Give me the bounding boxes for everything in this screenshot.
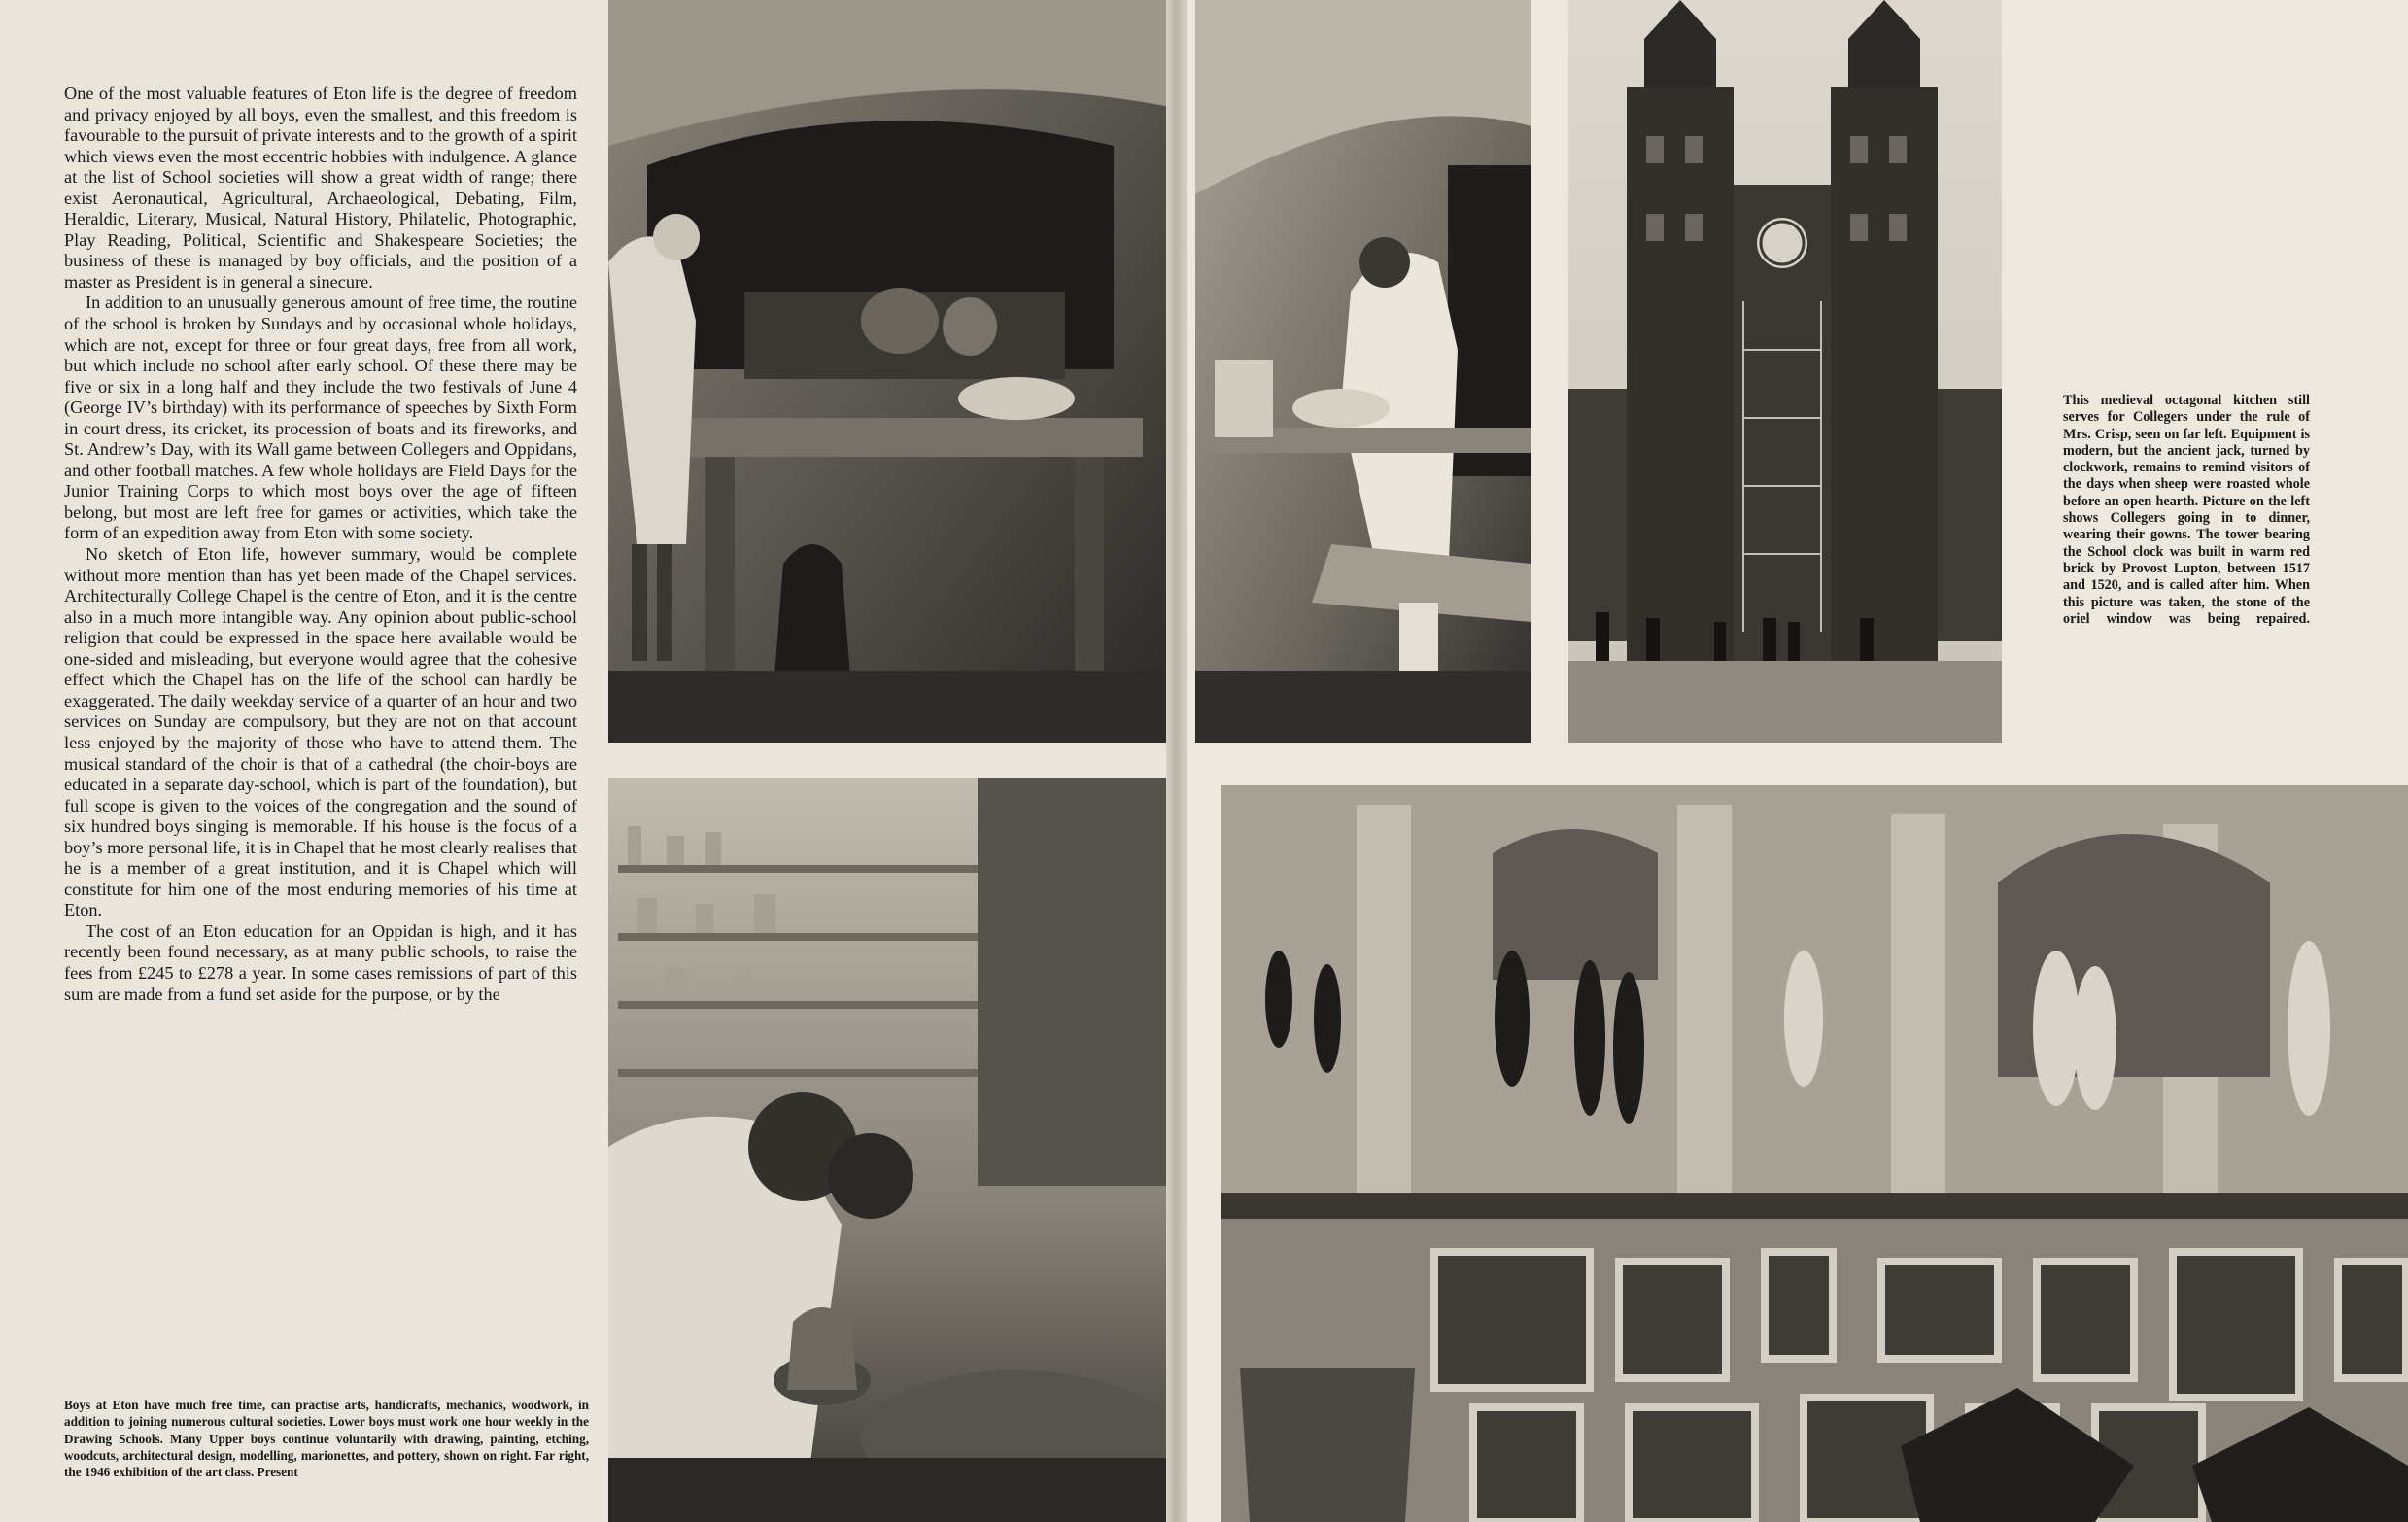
pottery-caption: Boys at Eton have much free time, can practise arts, handicrafts, mechanics, woodwork, in addition to joining numerous cultural societies. Lower boys must work one hour weekly in the Drawing Schools. Many Upper boys continue voluntarily with drawing, painting, etching, woodcuts, architectural design, modelling, marionettes, and pottery, shown on right. Far right, the 1946 exhibition of the art class. Present <box>64 1398 589 1480</box>
kitchen-photo-mrs-crisp <box>608 0 1170 743</box>
article-paragraph: The cost of an Eton education for an Oppidan is high, and it has recently been found necessary, as at many public schools, to raise the fees from £245 to £278 a year. In some cases remissions of part of this sum are made from a fund set aside for the purpose, or by the <box>64 920 577 1004</box>
article-paragraph: No sketch of Eton life, however summary, would be complete without more mention than has yet been made of the Chapel services. Architecturally College Chapel is the centre of Eton, and it is the centre also in a much more intangible way. Any opinion about public-school religion that could be expressed in the space here available would be one-sided and misleading, but everyone would agree that the cohesive effect which the Chapel has on the life of the school can hardly be exaggerated. The daily weekday service of a quarter of an hour and two services on Sunday are compulsory, but they are not on that account less enjoyed by the majority of those who have to attend them. The musical standard of the choir is that of a cathedral (the choir-boys are educated in a separate day-school, which is part of the foundation), but full scope is given to the voices of the congregation and the sound of six hundred boys singing is memorable. If his house is the focus of a boy’s more personal life, it is in Chapel that he most clearly realises that he is a member of a great institution, and it is Chapel which will constitute for him one of the most enduring memories of his time at Eton. <box>64 544 577 920</box>
article-body <box>64 84 577 1005</box>
kitchen-tower-caption: This medieval octagonal kitchen still serves for Collegers under the rule of Mrs. Crisp, seen on far left. Equipment is modern, but the ancient jack, turned by clockwork, remains to remind visitors of the days when sheep were roasted whole before an open hearth. Picture on the left shows Collegers going in to dinner, wearing their gowns. The tower bearing the School clock was built in warm red brick by Provost Lupton, between 1517 and 1520, and is called after him. When this picture was taken, the stone of the oriel window was being repaired. <box>2063 393 2310 627</box>
article-paragraph: One of the most valuable features of Eton life is the degree of freedom and privacy enjoyed by all boys, even the smallest, and this freedom is favourable to the pursuit of private interests and to the growth of a spirit which views even the most eccentric hobbies with indulgence. A glance at the list of School societies will show a great width of range; there exist Aeronautical, Agricultural, Archaeological, Debating, Film, Heraldic, Literary, Musical, Natural History, Philatelic, Photographic, Play Reading, Political, Scientific and Shakespeare Societies; the business of these is managed by boy officials, and the position of a master as President is in general a sinecure. <box>64 84 577 292</box>
lupton-tower-photo <box>1568 0 2002 743</box>
article-paragraph: In addition to an unusually generous amount of free time, the routine of the school is broken by Sundays and by occasional whole holidays, which are not, except for three or four great days, free from all work, but which include no school after early school. Of these there may be five or six in a long half and they include the two festivals of June 4 (George IV’s birthday) with its performance of speeches by Sixth Form in court dress, its cricket, its procession of boats and its fireworks, and St. Andrew’s Day, with its Wall game between Collegers and Oppidans, and other football matches. A few whole holidays are Field Days for the Junior Training Corps to which most boys over the age of fifteen belong, but most are left free for games or activities, which take the form of an expedition away from Eton with some society. <box>64 293 577 543</box>
pottery-photo <box>608 778 1166 1522</box>
art-exhibition-photo <box>1221 785 2408 1522</box>
kitchen-photo-cooks <box>1195 0 1531 743</box>
page-gutter <box>1166 0 1187 1522</box>
